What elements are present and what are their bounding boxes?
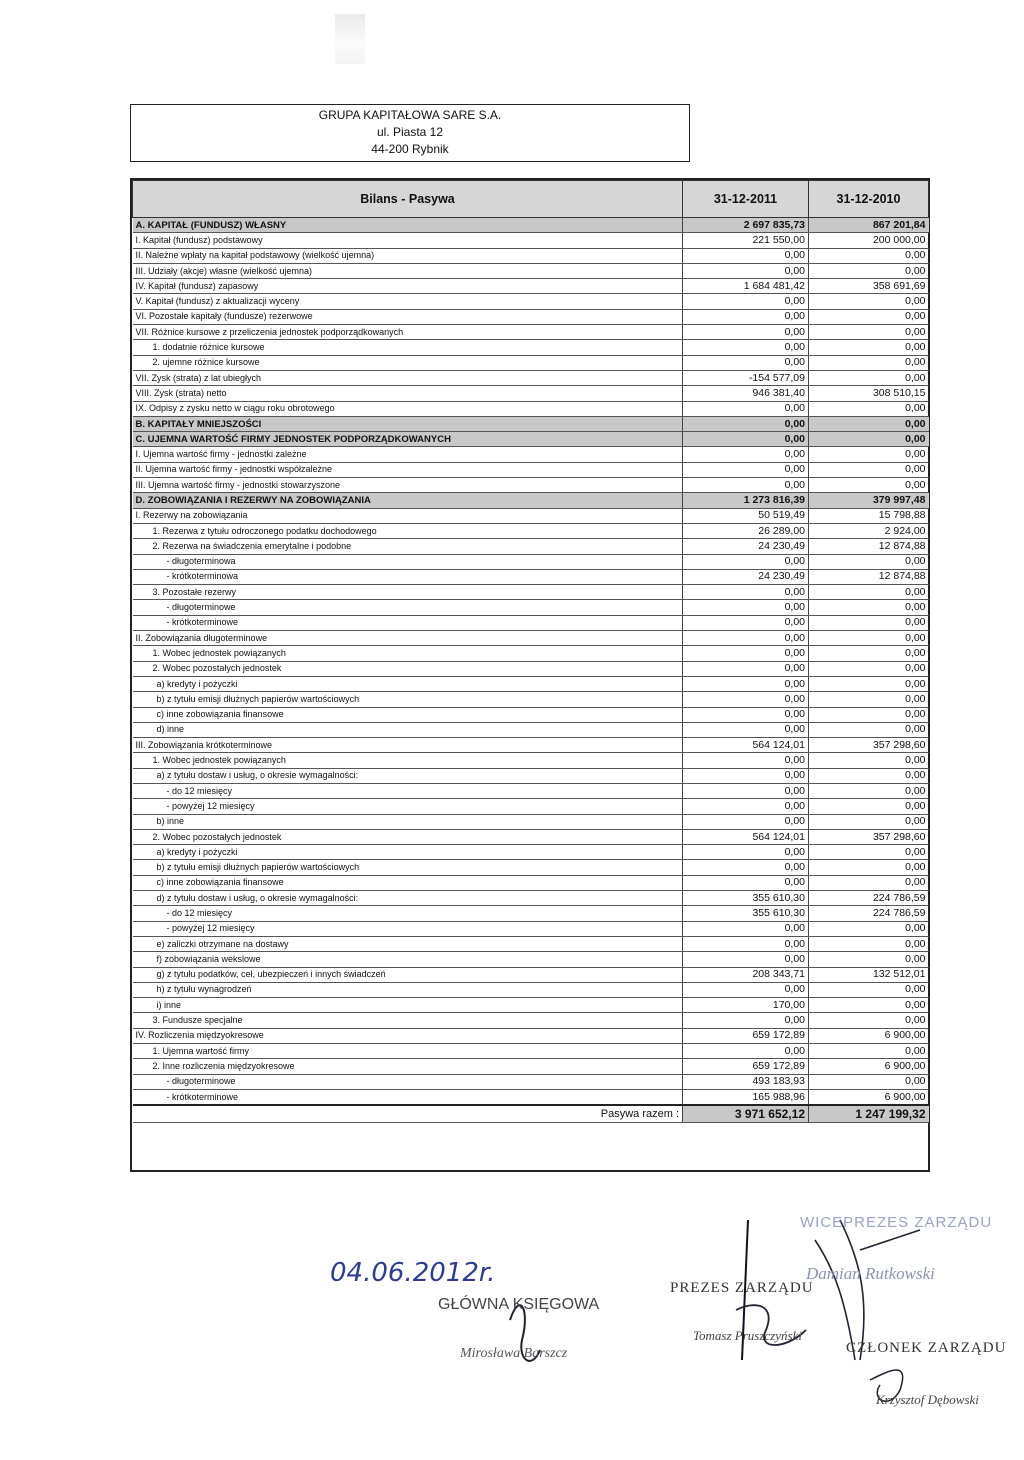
row-value-2011: 0,00 bbox=[683, 355, 809, 370]
table-row bbox=[133, 661, 929, 676]
table-row bbox=[133, 829, 929, 844]
table-row bbox=[133, 646, 929, 661]
president-title: PREZES ZARZĄDU bbox=[670, 1280, 814, 1296]
chief-accountant-name: Mirosława Barszcz bbox=[460, 1346, 568, 1361]
row-label: 2. ujemne różnice kursowe bbox=[133, 355, 683, 370]
row-value-2011: 0,00 bbox=[683, 600, 809, 615]
row-label: IV. Kapitał (fundusz) zapasowy bbox=[133, 279, 683, 294]
row-value-2010: 0,00 bbox=[809, 676, 929, 691]
row-label: D. ZOBOWIĄZANIA I REZERWY NA ZOBOWIĄZANIA bbox=[133, 493, 683, 508]
table-row bbox=[133, 768, 929, 783]
row-label: VII. Różnice kursowe z przeliczenia jednostek podporządkowanych bbox=[133, 325, 683, 340]
row-value-2010: 0,00 bbox=[809, 768, 929, 783]
table-row bbox=[133, 891, 929, 906]
vice-president-name: Damian Rutkowski bbox=[806, 1264, 935, 1283]
row-label: - krótkoterminowe bbox=[133, 615, 683, 630]
table-row bbox=[133, 569, 929, 584]
row-value-2010: 0,00 bbox=[809, 294, 929, 309]
table-row bbox=[133, 1044, 929, 1059]
row-value-2011: 0,00 bbox=[683, 340, 809, 355]
row-value-2011: 0,00 bbox=[683, 982, 809, 997]
table-row bbox=[133, 462, 929, 477]
row-value-2010: 0,00 bbox=[809, 478, 929, 493]
row-value-2011: 659 172,89 bbox=[683, 1059, 809, 1074]
row-label: 2. Inne rozliczenia międzyokresowe bbox=[133, 1059, 683, 1074]
row-value-2011: 24 230,49 bbox=[683, 539, 809, 554]
company-header bbox=[130, 104, 690, 162]
company-name: GRUPA KAPITAŁOWA SARE S.A. bbox=[318, 108, 502, 122]
row-value-2010: 0,00 bbox=[809, 263, 929, 278]
table-row bbox=[133, 340, 929, 355]
row-label: III. Zobowiązania krótkoterminowe bbox=[133, 738, 683, 753]
row-value-2011: 170,00 bbox=[683, 998, 809, 1013]
row-value-2011: 0,00 bbox=[683, 294, 809, 309]
row-value-2010: 132 512,01 bbox=[809, 967, 929, 982]
row-value-2010: 0,00 bbox=[809, 646, 929, 661]
company-city: 44-200 Rybnik bbox=[371, 142, 449, 156]
table-row bbox=[133, 325, 929, 340]
row-label: 1. dodatnie różnice kursowe bbox=[133, 340, 683, 355]
row-value-2011: 50 519,49 bbox=[683, 508, 809, 523]
table-row bbox=[133, 1013, 929, 1028]
row-value-2011: -154 577,09 bbox=[683, 370, 809, 385]
row-value-2011: 26 289,00 bbox=[683, 523, 809, 538]
row-value-2010: 308 510,15 bbox=[809, 386, 929, 401]
row-value-2011: 0,00 bbox=[683, 845, 809, 860]
row-value-2010: 0,00 bbox=[809, 416, 929, 431]
column-header-2010: 31-12-2010 bbox=[809, 181, 929, 218]
total-value-2011: 3 971 652,12 bbox=[683, 1105, 809, 1123]
table-row bbox=[133, 248, 929, 263]
row-value-2011: 0,00 bbox=[683, 554, 809, 569]
table-row bbox=[133, 1028, 929, 1043]
table-row bbox=[133, 615, 929, 630]
row-value-2010: 0,00 bbox=[809, 860, 929, 875]
row-label: - do 12 miesięcy bbox=[133, 906, 683, 921]
row-value-2010: 0,00 bbox=[809, 340, 929, 355]
row-value-2010: 0,00 bbox=[809, 952, 929, 967]
row-label: d) z tytułu dostaw i usług, o okresie wymagalności: bbox=[133, 891, 683, 906]
row-value-2010: 358 691,69 bbox=[809, 279, 929, 294]
row-label: 2. Wobec pozostałych jednostek bbox=[133, 829, 683, 844]
row-value-2011: 0,00 bbox=[683, 799, 809, 814]
table-row bbox=[133, 478, 929, 493]
row-value-2011: 0,00 bbox=[683, 676, 809, 691]
total-label: Pasywa razem : bbox=[133, 1105, 683, 1123]
row-value-2010: 0,00 bbox=[809, 921, 929, 936]
row-value-2011: 0,00 bbox=[683, 692, 809, 707]
row-value-2011: 0,00 bbox=[683, 631, 809, 646]
row-value-2010: 867 201,84 bbox=[809, 218, 929, 233]
row-value-2010: 6 900,00 bbox=[809, 1089, 929, 1105]
table-row bbox=[133, 294, 929, 309]
row-value-2011: 1 273 816,39 bbox=[683, 493, 809, 508]
row-value-2010: 0,00 bbox=[809, 248, 929, 263]
row-value-2010: 0,00 bbox=[809, 799, 929, 814]
row-label: c) inne zobowiązania finansowe bbox=[133, 707, 683, 722]
row-value-2010: 0,00 bbox=[809, 615, 929, 630]
row-value-2011: 0,00 bbox=[683, 325, 809, 340]
row-value-2010: 0,00 bbox=[809, 692, 929, 707]
row-value-2011: 0,00 bbox=[683, 783, 809, 798]
row-value-2011: 0,00 bbox=[683, 309, 809, 324]
row-label: II. Ujemna wartość firmy - jednostki współzależne bbox=[133, 462, 683, 477]
row-value-2011: 0,00 bbox=[683, 860, 809, 875]
signing-date: 04.06.2012r. bbox=[330, 1258, 496, 1288]
row-value-2011: 0,00 bbox=[683, 462, 809, 477]
row-value-2011: 564 124,01 bbox=[683, 738, 809, 753]
section-row bbox=[133, 493, 929, 508]
row-label: II. Zobowiązania długoterminowe bbox=[133, 631, 683, 646]
row-value-2011: 0,00 bbox=[683, 921, 809, 936]
row-value-2010: 0,00 bbox=[809, 462, 929, 477]
row-value-2011: 0,00 bbox=[683, 753, 809, 768]
table-row bbox=[133, 309, 929, 324]
table-row bbox=[133, 585, 929, 600]
row-label: - krótkoterminowe bbox=[133, 1089, 683, 1105]
row-value-2011: 0,00 bbox=[683, 707, 809, 722]
row-label: VIII. Zysk (strata) netto bbox=[133, 386, 683, 401]
vice-president-title: WICEPREZES ZARZĄDU bbox=[800, 1214, 993, 1231]
row-value-2011: 0,00 bbox=[683, 478, 809, 493]
row-label: 2. Wobec pozostałych jednostek bbox=[133, 661, 683, 676]
chief-accountant-title: GŁÓWNA KSIĘGOWA bbox=[438, 1296, 600, 1313]
row-label: b) inne bbox=[133, 814, 683, 829]
table-row bbox=[133, 539, 929, 554]
table-row bbox=[133, 906, 929, 921]
table-row bbox=[133, 936, 929, 951]
row-label: g) z tytułu podatków, ceł, ubezpieczeń i innych świadczeń bbox=[133, 967, 683, 982]
row-value-2011: 0,00 bbox=[683, 263, 809, 278]
table-row bbox=[133, 952, 929, 967]
row-value-2010: 12 874,88 bbox=[809, 569, 929, 584]
table-row bbox=[133, 875, 929, 890]
table-row bbox=[133, 355, 929, 370]
table-row bbox=[133, 998, 929, 1013]
row-label: a) z tytułu dostaw i usług, o okresie wymagalności: bbox=[133, 768, 683, 783]
row-value-2010: 224 786,59 bbox=[809, 891, 929, 906]
row-value-2011: 0,00 bbox=[683, 722, 809, 737]
row-value-2010: 357 298,60 bbox=[809, 738, 929, 753]
row-value-2011: 0,00 bbox=[683, 585, 809, 600]
row-value-2010: 0,00 bbox=[809, 998, 929, 1013]
row-label: III. Ujemna wartość firmy - jednostki stowarzyszone bbox=[133, 478, 683, 493]
row-label: III. Udziały (akcje) własne (wielkość ujemna) bbox=[133, 263, 683, 278]
row-label: b) z tytułu emisji dłużnych papierów wartościowych bbox=[133, 692, 683, 707]
row-value-2010: 0,00 bbox=[809, 875, 929, 890]
row-value-2010: 0,00 bbox=[809, 600, 929, 615]
row-value-2010: 0,00 bbox=[809, 309, 929, 324]
row-value-2010: 6 900,00 bbox=[809, 1059, 929, 1074]
row-value-2010: 0,00 bbox=[809, 722, 929, 737]
row-label: V. Kapitał (fundusz) z aktualizacji wyceny bbox=[133, 294, 683, 309]
row-label: - krótkoterminowa bbox=[133, 569, 683, 584]
table-row bbox=[133, 263, 929, 278]
row-label: 2. Rezerwa na świadczenia emerytalne i podobne bbox=[133, 539, 683, 554]
table-row bbox=[133, 1059, 929, 1074]
row-value-2011: 946 381,40 bbox=[683, 386, 809, 401]
row-value-2011: 0,00 bbox=[683, 1044, 809, 1059]
total-value-2010: 1 247 199,32 bbox=[809, 1105, 929, 1123]
row-label: C. UJEMNA WARTOŚĆ FIRMY JEDNOSTEK PODPORZĄDKOWANYCH bbox=[133, 432, 683, 447]
table-row bbox=[133, 799, 929, 814]
row-value-2010: 0,00 bbox=[809, 401, 929, 416]
row-value-2010: 357 298,60 bbox=[809, 829, 929, 844]
table-body bbox=[133, 218, 929, 1106]
row-value-2011: 659 172,89 bbox=[683, 1028, 809, 1043]
row-value-2011: 2 697 835,73 bbox=[683, 218, 809, 233]
row-label: 1. Wobec jednostek powiązanych bbox=[133, 646, 683, 661]
row-value-2011: 165 988,96 bbox=[683, 1089, 809, 1105]
row-label: B. KAPITAŁY MNIEJSZOŚCI bbox=[133, 416, 683, 431]
row-value-2011: 355 610,30 bbox=[683, 891, 809, 906]
row-label: h) z tytułu wynagrodzeń bbox=[133, 982, 683, 997]
row-value-2011: 0,00 bbox=[683, 952, 809, 967]
row-label: f) zobowiązania wekslowe bbox=[133, 952, 683, 967]
row-value-2010: 0,00 bbox=[809, 631, 929, 646]
row-label: c) inne zobowiązania finansowe bbox=[133, 875, 683, 890]
section-row bbox=[133, 432, 929, 447]
row-label: a) kredyty i pożyczki bbox=[133, 676, 683, 691]
row-value-2010: 0,00 bbox=[809, 1013, 929, 1028]
board-member-title: CZŁONEK ZARZĄDU bbox=[846, 1340, 1007, 1356]
section-row bbox=[133, 416, 929, 431]
row-value-2010: 0,00 bbox=[809, 370, 929, 385]
row-label: VII. Zysk (strata) z lat ubiegłych bbox=[133, 370, 683, 385]
row-value-2011: 493 183,93 bbox=[683, 1074, 809, 1089]
table-row bbox=[133, 631, 929, 646]
row-value-2011: 0,00 bbox=[683, 814, 809, 829]
row-label: II. Należne wpłaty na kapitał podstawowy (wielkość ujemna) bbox=[133, 248, 683, 263]
row-value-2011: 0,00 bbox=[683, 401, 809, 416]
row-label: 3. Pozostałe rezerwy bbox=[133, 585, 683, 600]
row-label: i) inne bbox=[133, 998, 683, 1013]
row-label: IV. Rozliczenia międzyokresowe bbox=[133, 1028, 683, 1043]
row-value-2011: 0,00 bbox=[683, 615, 809, 630]
row-value-2010: 0,00 bbox=[809, 1044, 929, 1059]
row-value-2010: 0,00 bbox=[809, 554, 929, 569]
table-row bbox=[133, 967, 929, 982]
row-label: 3. Fundusze specjalne bbox=[133, 1013, 683, 1028]
board-member-name: Krzysztof Dębowski bbox=[876, 1392, 979, 1407]
row-label: I. Rezerwy na zobowiązania bbox=[133, 508, 683, 523]
table-row bbox=[133, 676, 929, 691]
row-value-2010: 2 924,00 bbox=[809, 523, 929, 538]
table-row bbox=[133, 401, 929, 416]
row-value-2010: 0,00 bbox=[809, 325, 929, 340]
column-header-2011: 31-12-2011 bbox=[683, 181, 809, 218]
row-value-2011: 0,00 bbox=[683, 248, 809, 263]
table-row bbox=[133, 814, 929, 829]
row-label: - długoterminowa bbox=[133, 554, 683, 569]
row-value-2011: 0,00 bbox=[683, 875, 809, 890]
row-value-2010: 0,00 bbox=[809, 753, 929, 768]
row-value-2010: 0,00 bbox=[809, 355, 929, 370]
row-label: - do 12 miesięcy bbox=[133, 783, 683, 798]
table-row bbox=[133, 279, 929, 294]
row-value-2011: 0,00 bbox=[683, 1013, 809, 1028]
row-value-2010: 0,00 bbox=[809, 783, 929, 798]
table-row bbox=[133, 386, 929, 401]
table-row bbox=[133, 600, 929, 615]
row-label: A. KAPITAŁ (FUNDUSZ) WŁASNY bbox=[133, 218, 683, 233]
row-value-2010: 6 900,00 bbox=[809, 1028, 929, 1043]
row-value-2011: 208 343,71 bbox=[683, 967, 809, 982]
row-value-2011: 0,00 bbox=[683, 447, 809, 462]
total-row bbox=[133, 1105, 929, 1123]
row-label: a) kredyty i pożyczki bbox=[133, 845, 683, 860]
row-value-2010: 0,00 bbox=[809, 845, 929, 860]
president-name: Tomasz Pruszczyński bbox=[693, 1328, 802, 1343]
row-value-2011: 564 124,01 bbox=[683, 829, 809, 844]
scan-artifact bbox=[335, 14, 365, 64]
row-value-2010: 0,00 bbox=[809, 1074, 929, 1089]
row-value-2010: 379 997,48 bbox=[809, 493, 929, 508]
row-value-2011: 221 550,00 bbox=[683, 233, 809, 248]
row-value-2011: 0,00 bbox=[683, 416, 809, 431]
row-value-2010: 200 000,00 bbox=[809, 233, 929, 248]
table-row bbox=[133, 1089, 929, 1105]
table-row bbox=[133, 860, 929, 875]
row-label: - długoterminowe bbox=[133, 1074, 683, 1089]
row-label: IX. Odpisy z zysku netto w ciągu roku obrotowego bbox=[133, 401, 683, 416]
row-value-2011: 0,00 bbox=[683, 936, 809, 951]
table-row bbox=[133, 692, 929, 707]
row-value-2010: 224 786,59 bbox=[809, 906, 929, 921]
row-value-2011: 24 230,49 bbox=[683, 569, 809, 584]
row-value-2010: 0,00 bbox=[809, 982, 929, 997]
row-label: - długoterminowe bbox=[133, 600, 683, 615]
row-value-2010: 0,00 bbox=[809, 707, 929, 722]
table-row bbox=[133, 707, 929, 722]
table-row bbox=[133, 554, 929, 569]
table-row bbox=[133, 982, 929, 997]
row-label: I. Ujemna wartość firmy - jednostki zależne bbox=[133, 447, 683, 462]
row-value-2010: 0,00 bbox=[809, 814, 929, 829]
row-value-2010: 0,00 bbox=[809, 936, 929, 951]
table-row bbox=[133, 722, 929, 737]
row-value-2010: 0,00 bbox=[809, 432, 929, 447]
row-label: d) inne bbox=[133, 722, 683, 737]
row-value-2011: 355 610,30 bbox=[683, 906, 809, 921]
row-label: 1. Wobec jednostek powiązanych bbox=[133, 753, 683, 768]
table-row bbox=[133, 370, 929, 385]
row-value-2010: 0,00 bbox=[809, 585, 929, 600]
row-value-2011: 1 684 481,42 bbox=[683, 279, 809, 294]
row-label: - powyżej 12 miesięcy bbox=[133, 799, 683, 814]
row-value-2010: 0,00 bbox=[809, 661, 929, 676]
balance-sheet-table bbox=[130, 178, 930, 1172]
row-label: VI. Pozostałe kapitały (fundusze) rezerwowe bbox=[133, 309, 683, 324]
table-row bbox=[133, 845, 929, 860]
section-row bbox=[133, 218, 929, 233]
table-header-row bbox=[133, 181, 929, 218]
table-title: Bilans - Pasywa bbox=[133, 181, 683, 218]
table-row bbox=[133, 508, 929, 523]
row-value-2011: 0,00 bbox=[683, 661, 809, 676]
row-value-2011: 0,00 bbox=[683, 768, 809, 783]
row-label: b) z tytułu emisji dłużnych papierów wartościowych bbox=[133, 860, 683, 875]
row-value-2011: 0,00 bbox=[683, 646, 809, 661]
table-row bbox=[133, 447, 929, 462]
table-row bbox=[133, 783, 929, 798]
row-label: I. Kapitał (fundusz) podstawowy bbox=[133, 233, 683, 248]
table-row bbox=[133, 738, 929, 753]
row-label: 1. Rezerwa z tytułu odroczonego podatku dochodowego bbox=[133, 523, 683, 538]
row-label: 1. Ujemna wartość firmy bbox=[133, 1044, 683, 1059]
table-row bbox=[133, 753, 929, 768]
row-value-2011: 0,00 bbox=[683, 432, 809, 447]
table-row bbox=[133, 233, 929, 248]
row-value-2010: 12 874,88 bbox=[809, 539, 929, 554]
table-row bbox=[133, 523, 929, 538]
table-row bbox=[133, 921, 929, 936]
row-label: - powyżej 12 miesięcy bbox=[133, 921, 683, 936]
row-label: e) zaliczki otrzymane na dostawy bbox=[133, 936, 683, 951]
row-value-2010: 0,00 bbox=[809, 447, 929, 462]
table-row bbox=[133, 1074, 929, 1089]
row-value-2010: 15 798,88 bbox=[809, 508, 929, 523]
company-street: ul. Piasta 12 bbox=[376, 125, 444, 139]
